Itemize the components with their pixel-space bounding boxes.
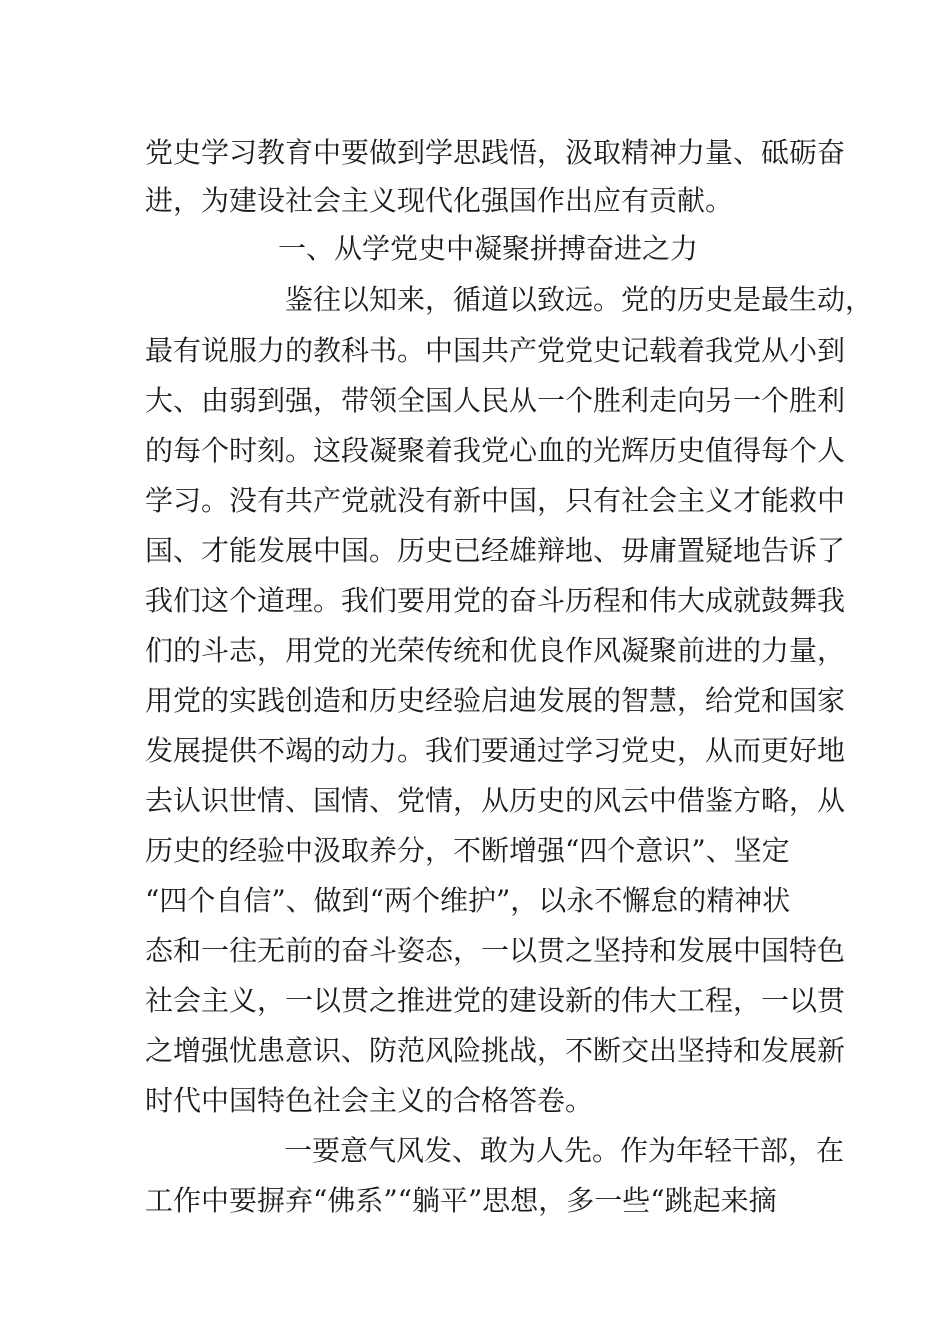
paragraph1-line-9: 用党的实践创造和历史经验启迪发展的智慧，给党和国家 [145, 684, 846, 717]
paragraph1-line-13: “四个自信”、做到“两个维护”，以永不懈怠的精神状 [145, 884, 791, 917]
intro-line-2: 进，为建设社会主义现代化强国作出应有贡献。 [145, 184, 734, 217]
paragraph1-line-2: 最有说服力的教科书。中国共产党党史记载着我党从小到 [145, 334, 846, 367]
paragraph1-line-1: 鉴往以知来，循道以致远。党的历史是最生动， [285, 283, 874, 316]
paragraph1-line-10: 发展提供不竭的动力。我们要通过学习党史，从而更好地 [145, 734, 846, 767]
intro-line-1: 党史学习教育中要做到学思践悟，汲取精神力量、砥砺奋 [145, 136, 846, 169]
paragraph1-line-4: 的每个时刻。这段凝聚着我党心血的光辉历史值得每个人 [145, 434, 846, 467]
paragraph1-line-12: 历史的经验中汲取养分，不断增强“四个意识”、坚定 [145, 834, 790, 867]
paragraph1-line-15: 社会主义，一以贯之推进党的建设新的伟大工程，一以贯 [145, 984, 846, 1017]
paragraph1-line-17: 时代中国特色社会主义的合格答卷。 [145, 1084, 594, 1117]
paragraph1-line-7: 我们这个道理。我们要用党的奋斗历程和伟大成就鼓舞我 [145, 584, 846, 617]
paragraph1-line-14: 态和一往无前的奋斗姿态，一以贯之坚持和发展中国特色 [145, 934, 846, 967]
paragraph1-line-8: 们的斗志，用党的光荣传统和优良作风凝聚前进的力量， [145, 634, 846, 667]
paragraph1-line-5: 学习。没有共产党就没有新中国，只有社会主义才能救中 [145, 484, 846, 517]
paragraph2-line-1: 一要意气风发、敢为人先。作为年轻干部，在 [284, 1134, 845, 1167]
paragraph1-line-3: 大、由弱到强，带领全国人民从一个胜利走向另一个胜利 [145, 384, 846, 417]
paragraph1-line-16: 之增强忧患意识、防范风险挑战，不断交出坚持和发展新 [145, 1034, 846, 1067]
paragraph2-line-2: 工作中要摒弃“佛系”“躺平”思想，多一些“跳起来摘 [145, 1184, 777, 1217]
paragraph1-line-6: 国、才能发展中国。历史已经雄辩地、毋庸置疑地告诉了 [145, 534, 846, 567]
paragraph1-line-11: 去认识世情、国情、党情，从历史的风云中借鉴方略，从 [145, 784, 846, 817]
section-heading: 一、从学党史中凝聚拼搏奋进之力 [278, 232, 699, 265]
